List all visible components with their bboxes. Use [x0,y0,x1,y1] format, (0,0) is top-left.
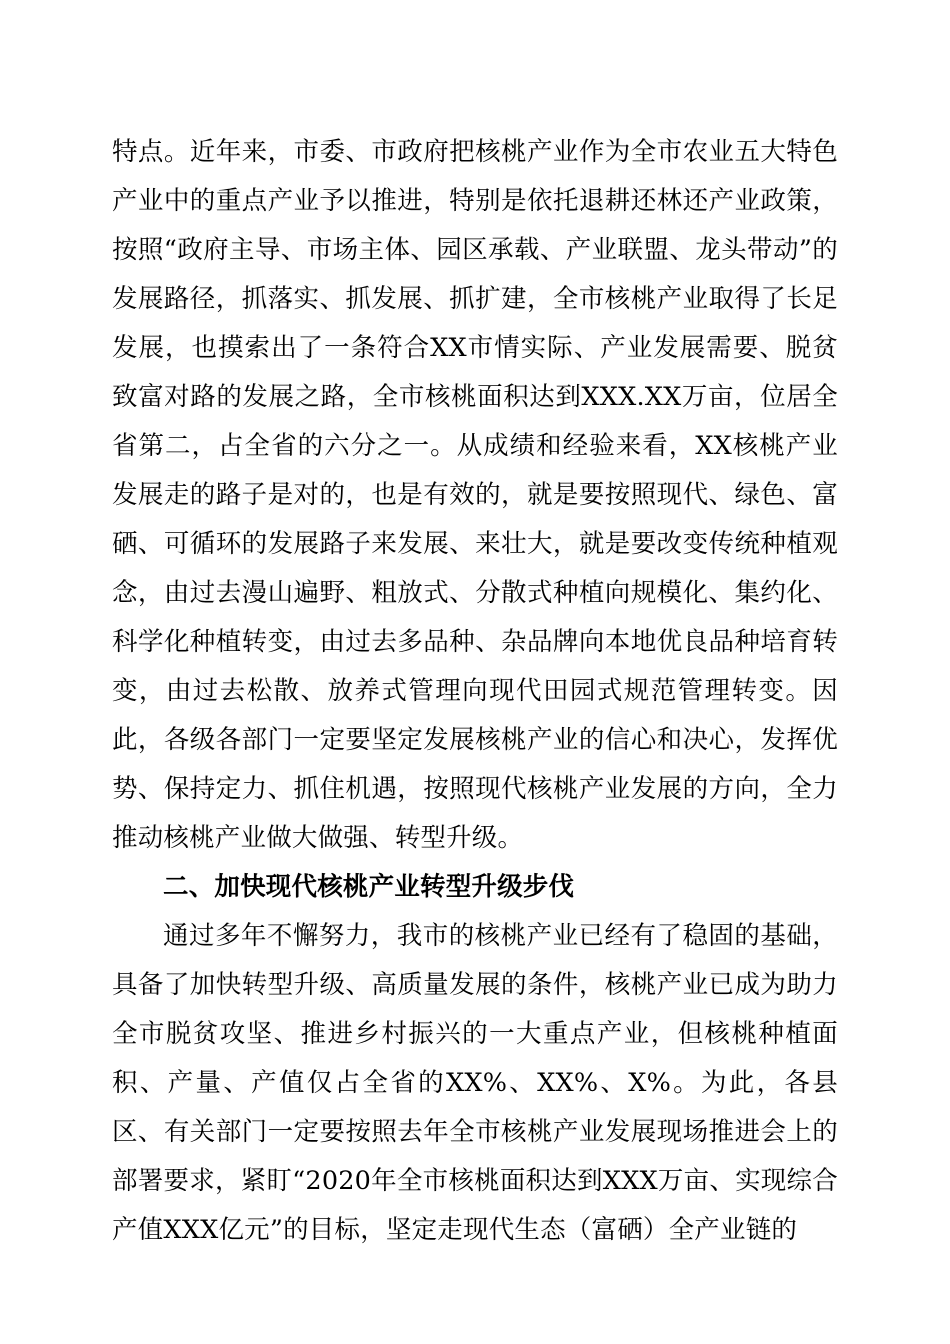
section-heading-2: 二、加快现代核桃产业转型升级步伐 [163,872,575,902]
body-paragraph-2: 通过多年不懈努力，我市的核桃产业已经有了稳固的基础，具备了加快转型升级、高质量发展的条件，核桃产业已成为助力全市脱贫攻坚、推进乡村振兴的一大重点产业，但核桃种植面积、产量、产值仅占全省的XX%、XX%、X%。为此，各县区、有关部门一定要按照去年全市核桃产业发展现场推进会上的部署要求，紧盯“2020年全市核桃面积达到XXX万亩、实现综合产值XXX亿元”的目标，坚定走现代生态（富硒）全产业链的 [112,921,838,1245]
document-content [112,128,838,1255]
body-paragraph-1: 特点。近年来，市委、市政府把核桃产业作为全市农业五大特色产业中的重点产业予以推进，特别是依托退耕还林还产业政策，按照“政府主导、市场主体、园区承载、产业联盟、龙头带动”的发展路径，抓落实、抓发展、抓扩建，全市核桃产业取得了长足发展，也摸索出了一条符合XX市情实际、产业发展需要、脱贫致富对路的发展之路，全市核桃面积达到XXX.XX万亩，位居全省第二，占全省的六分之一。从成绩和经验来看，XX核桃产业发展走的路子是对的，也是有效的，就是要按照现代、绿色、富硒、可循环的发展路子来发展、来壮大，就是要改变传统种植观念，由过去漫山遍野、粗放式、分散式种植向规模化、集约化、科学化种植转变，由过去多品种、杂品牌向本地优良品种培育转变，由过去松散、放养式管理向现代田园式规范管理转变。因此，各级各部门一定要坚定发展核桃产业的信心和决心，发挥优势、保持定力、抓住机遇，按照现代核桃产业发展的方向，全力推动核桃产业做大做强、转型升级。 [112,137,838,853]
